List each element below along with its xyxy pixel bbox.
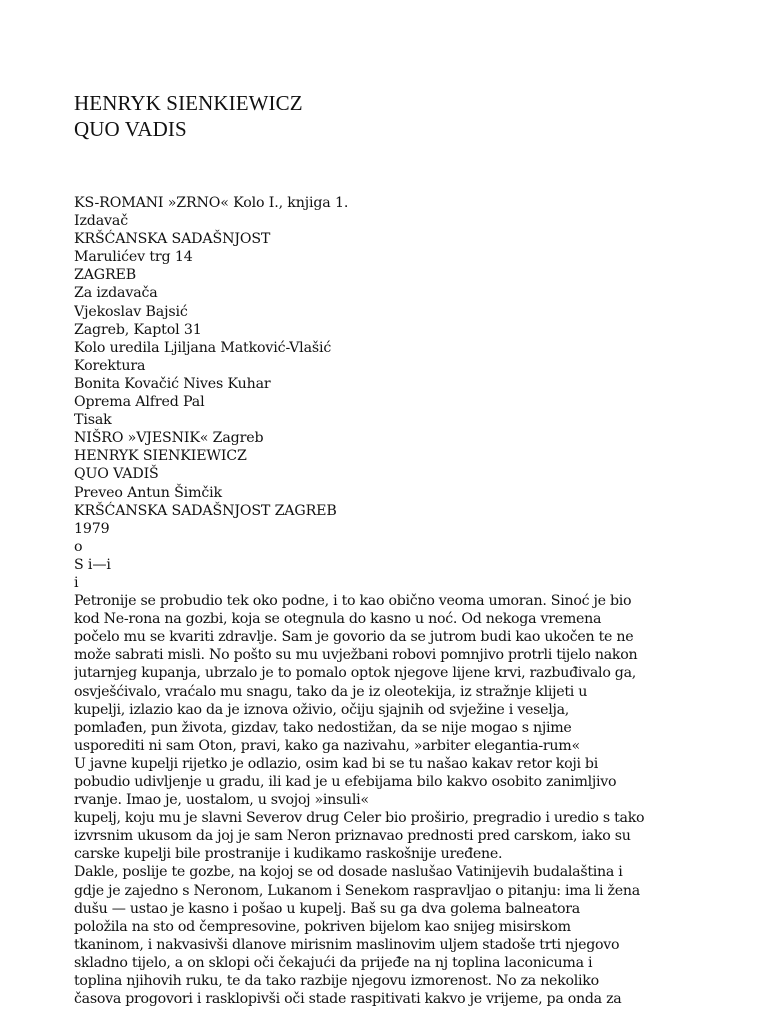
text-line: toplina njihovih ruku, te da tako razbije njegovu izmorenost. No za nekoliko (74, 973, 599, 990)
text-line: položila na sto od čempresovine, pokriven bijelom kao snijeg misirskom (74, 918, 571, 935)
imprint-line: Vjekoslav Bajsić (74, 303, 188, 320)
text-line: kupelji, izlazio kao da je iznova oživio, očiju sjajnih od svježine i veselja, (74, 701, 569, 718)
imprint-line: QUO VADIŠ (74, 466, 159, 483)
imprint-line: o (74, 538, 83, 555)
text-line: Petronije se probudio tek oko podne, i to kao obično veoma umoran. Sinoć je bio (74, 593, 632, 610)
imprint-line: Korektura (74, 357, 146, 374)
document-body (74, 194, 754, 1008)
body-text (74, 592, 754, 1008)
text-line: dušu — ustao je kasno i pošao u kupelj. Baš su ga dva golema balneatora (74, 900, 580, 917)
imprint-line: Za izdavača (74, 285, 158, 302)
imprint-line: ZAGREB (74, 267, 137, 284)
imprint-line: Preveo Antun Šimčik (74, 484, 222, 501)
text-line: pobudio udivljenje u gradu, ili kad je u efebijama bilo kakvo osobito zanimljivo (74, 774, 617, 790)
text-line: počelo mu se kvariti zdravlje. Sam je govorio da se jutrom budi kao ukočen te ne (74, 629, 634, 646)
text-line: Dakle, poslije te gozbe, na kojoj se od dosade naslušao Vatinijevih budalaština i (74, 864, 623, 881)
imprint-line: KS-ROMANI »ZRNO« Kolo I., knjiga 1. (74, 195, 349, 211)
imprint-line: 1979 (74, 520, 110, 537)
imprint-line: HENRYK SIENKIEWICZ (74, 448, 247, 465)
title-block (74, 90, 303, 142)
author-heading: HENRYK SIENKIEWICZ (74, 91, 303, 115)
imprint-line: S i—i (74, 556, 111, 573)
title-heading: QUO VADIS (74, 117, 187, 141)
imprint-line: KRŠĆANSKA SADAŠNJOST (74, 231, 271, 248)
imprint-line: Marulićev trg 14 (74, 249, 193, 266)
document-page (74, 0, 754, 1024)
imprint-line: Bonita Kovačić Nives Kuhar (74, 375, 271, 392)
text-line: rvanje. Imao je, uostalom, u svojoj »insuli« (74, 792, 369, 809)
imprint-line: i (74, 574, 79, 591)
imprint-line: Izdavač (74, 213, 128, 230)
text-line: časova progovori i rasklopivši oči stade raspitivati kakvo je vrijeme, pa onda za (74, 991, 622, 1008)
text-line: usporediti ni sam Oton, pravi, kako ga nazivahu, »arbiter elegantia-rum« (74, 737, 580, 754)
imprint-line: Oprema Alfred Pal (74, 394, 205, 411)
text-line: pomlađen, pun života, gizdav, tako nedostižan, da se nije mogao s njime (74, 719, 572, 736)
text-line: izvrsnim ukusom da joj je sam Neron priznavao prednosti pred carskom, iako su (74, 828, 631, 845)
text-line: carske kupelji bile prostranije i kudikamo raskošnije uređene. (74, 846, 503, 863)
text-line: gdje je zajedno s Neronom, Lukanom i Senekom raspravljao o pitanju: ima li žena (74, 882, 640, 899)
imprint-line: Zagreb, Kaptol 31 (74, 321, 202, 338)
text-line: može sabrati misli. No pošto su mu uvježbani robovi pomnjivo protrli tijelo nakon (74, 647, 638, 664)
imprint-line: Tisak (74, 412, 112, 429)
imprint-line: NIŠRO »VJESNIK« Zagreb (74, 430, 264, 447)
text-line: osvješćivalo, vraćalo mu snagu, tako da je iz oleotekija, iz stražnje klijeti u (74, 683, 588, 700)
text-line: kupelj, koju mu je slavni Severov drug Celer bio proširio, pregradio i uredio s tako (74, 810, 645, 827)
text-line: U javne kupelji rijetko je odlazio, osim kad bi se tu našao kakav retor koji bi (74, 755, 598, 772)
text-line: jutarnjeg kupanja, ubrzalo je to pomalo optok njegove lijene krvi, razbuđivalo ga, (74, 665, 637, 682)
imprint-block (74, 194, 754, 592)
imprint-line: KRŠĆANSKA SADAŠNJOST ZAGREB (74, 502, 337, 519)
text-line: kod Ne-rona na gozbi, koja se otegnula do kasno u noć. Od nekoga vremena (74, 611, 602, 628)
text-line: tkaninom, i nakvasivši dlanove mirisnim maslinovim uljem stadoše trti njegovo (74, 936, 620, 953)
text-line: skladno tijelo, a on sklopi oči čekajući da prijeđe na nj toplina laconicuma i (74, 954, 593, 971)
imprint-line: Kolo uredila Ljiljana Matković-Vlašić (74, 339, 332, 356)
